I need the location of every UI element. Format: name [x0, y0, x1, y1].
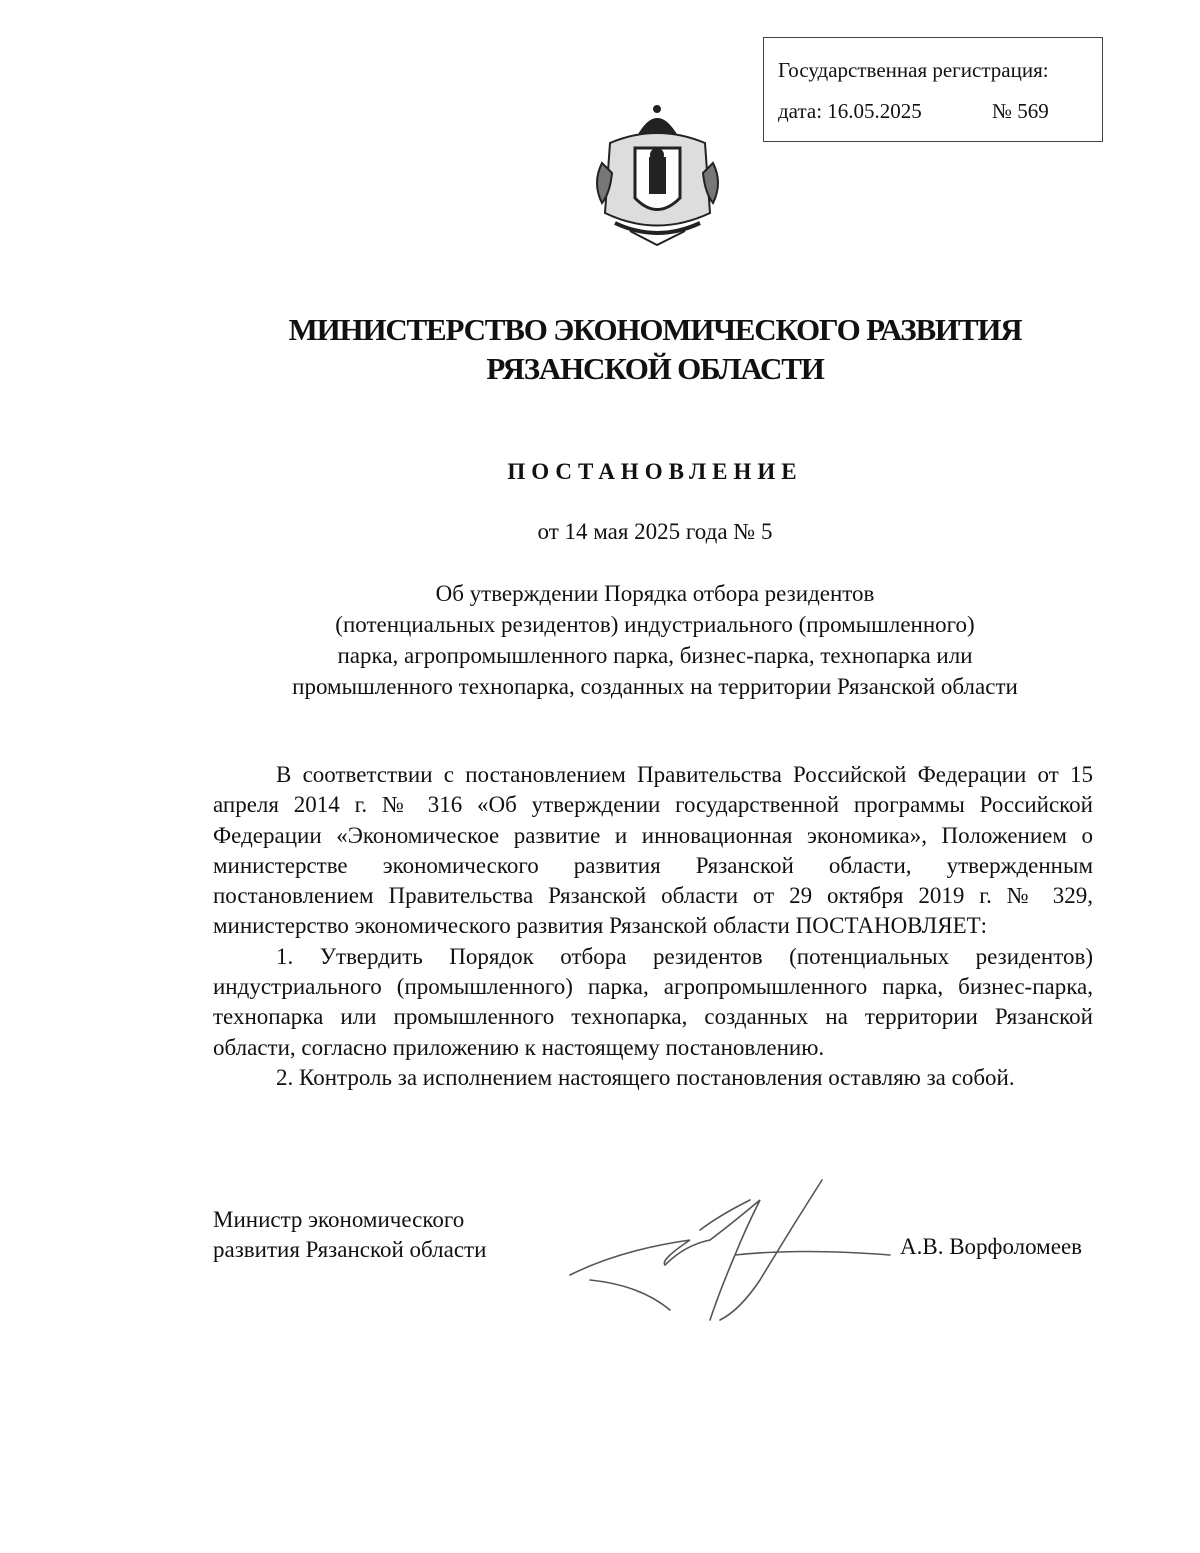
ministry-line-1: МИНИСТЕРСТВО ЭКОНОМИЧЕСКОГО РАЗВИТИЯ: [288, 312, 1022, 347]
signer-position: [213, 1205, 486, 1265]
decree-title: ПОСТАНОВЛЕНИЕ: [507, 459, 803, 484]
subject-line: промышленного технопарка, созданных на территории Рязанской области: [292, 674, 1018, 699]
registration-number: № 569: [992, 99, 1049, 123]
registration-stamp: [763, 37, 1103, 142]
handwritten-signature: [560, 1170, 900, 1330]
subject-line: Об утверждении Порядка отбора резидентов: [435, 581, 875, 606]
ministry-line-2: РЯЗАНСКОЙ ОБЛАСТИ: [486, 351, 824, 386]
registration-date: дата: 16.05.2025: [778, 99, 922, 123]
ministry-name: [0, 310, 1200, 388]
coat-of-arms-icon: [590, 103, 725, 248]
preamble-paragraph: В соответствии с постановлением Правительства Российской Федерации от 15 апреля 2014 г. № 316 «Об утверждении государственной программы Российской Федерации «Экономическое развитие и инновационная экономика», Положением о министерстве экономического развития Рязанской области, утвержденным постановлением Правительства Рязанской области от 29 октября 2019 г. № 329, министерство экономического развития Рязанской области ПОСТАНОВЛЯЕТ:: [213, 762, 1093, 939]
subject-line: парка, агропромышленного парка, бизнес-парка, технопарка или: [337, 643, 973, 668]
decree-body: [213, 760, 1093, 1093]
item-2-paragraph: 2. Контроль за исполнением настоящего постановления оставляю за собой.: [276, 1064, 1015, 1090]
item-1-paragraph: 1. Утвердить Порядок отбора резидентов (потенциальных резидентов) индустриального (промышленного) парка, агропромышленного парка, бизнес-парка, технопарка или промышленного технопарка, созданных на территории Рязанской области, согласно приложению к настоящему постановлению.: [213, 943, 1093, 1060]
decree-subject: [0, 578, 1200, 702]
decree-date-number: от 14 мая 2025 года № 5: [537, 519, 773, 544]
registration-title: Государственная регистрация:: [778, 58, 1049, 82]
signer-name: А.В. Ворфоломеев: [900, 1234, 1083, 1259]
signer-position-line-2: развития Рязанской области: [213, 1237, 487, 1262]
signer-position-line-1: Министр экономического: [213, 1207, 465, 1232]
subject-line: (потенциальных резидентов) индустриального (промышленного): [335, 612, 975, 637]
